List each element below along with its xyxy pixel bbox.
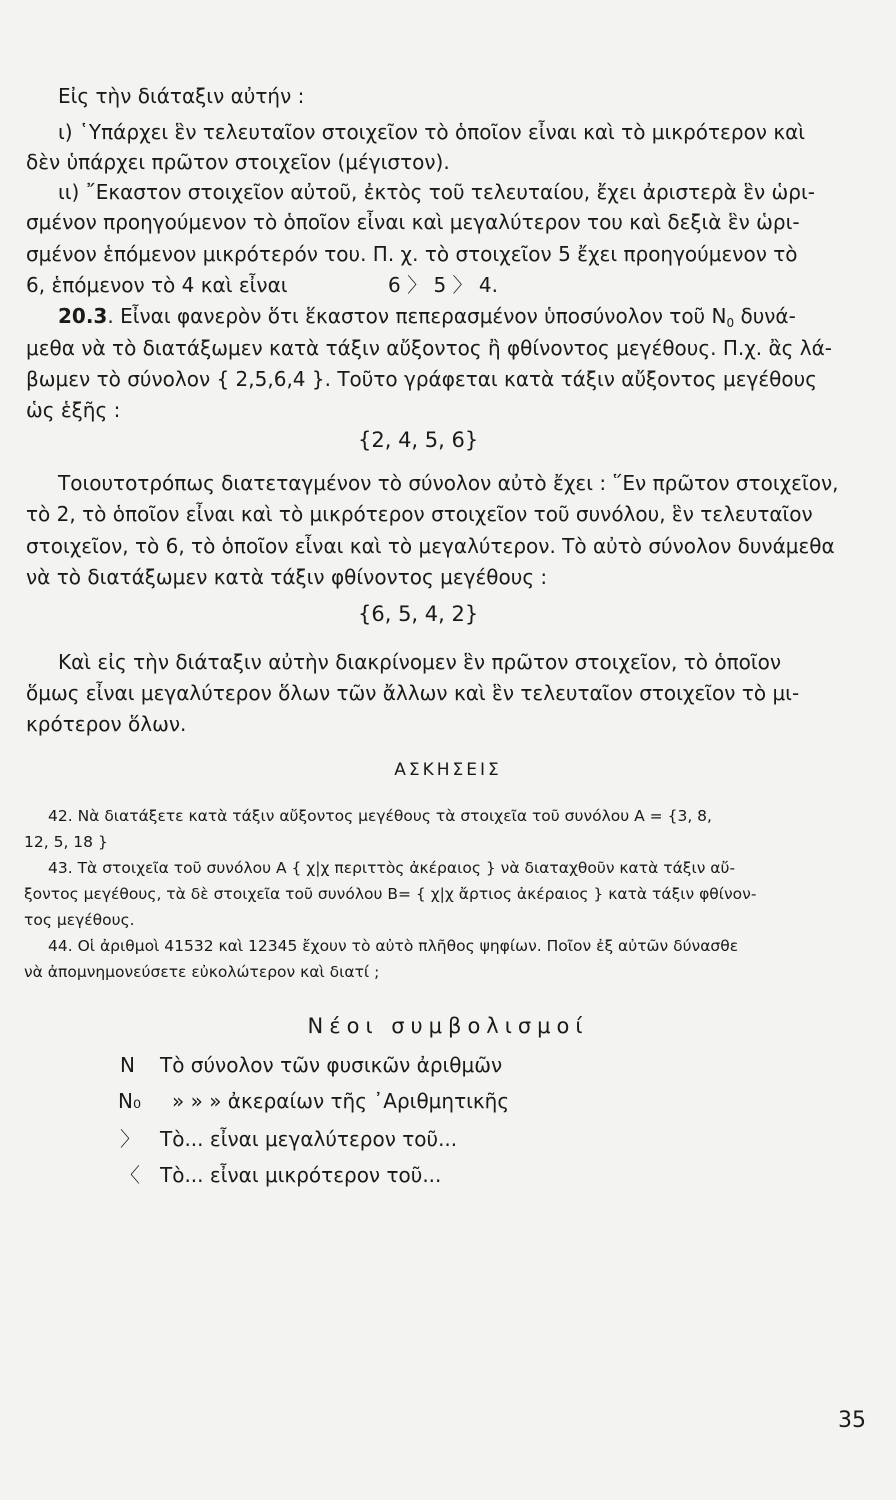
para3-line3: κρότερον ὅλων. <box>26 712 187 736</box>
section-20-3-line3: βωμεν τὸ σύνολον { 2,5,6,4 }. Τοῦτο γράφεται κατὰ τάξιν αὔξοντος μεγέθους <box>26 367 817 391</box>
exercises-heading: ΑΣΚΗΣΕΙΣ <box>394 760 502 780</box>
para2-line3: στοιχεῖον, τὸ 6, τὸ ὁποῖον εἶναι καὶ τὸ μεγαλύτερον. Τὸ αὐτὸ σύνολον δυνάμεθα <box>26 534 835 558</box>
para2-line1: Τοιουτοτρόπως διατεταγμένον τὸ σύνολον αὐτὸ ἔχει : ῞Εν πρῶτον στοιχεῖον, <box>58 471 839 495</box>
page-number: 35 <box>838 1408 866 1433</box>
symbol-n0: N₀ <box>118 1089 141 1113</box>
item2-line4: 6, ἑπόμενον τὸ 4 καὶ εἶναι <box>26 273 288 297</box>
item2-line2: σμένον προηγούμενον τὸ ὁποῖον εἶναι καὶ μεγαλύτερον του καὶ δεξιὰ ἓν ὡρι- <box>26 210 800 234</box>
section-20-3-line2: μεθα νὰ τὸ διατάξωμεν κατὰ τάξιν αὔξοντος ἢ φθίνοντος μεγέθους. Π.χ. ἂς λά- <box>26 336 832 360</box>
section-number: 20.3 <box>58 304 108 328</box>
para3-line2: ὅμως εἶναι μεγαλύτερον ὅλων τῶν ἄλλων καὶ ἓν τελευταῖον στοιχεῖον τὸ μι- <box>26 681 800 705</box>
para2-line4: νὰ τὸ διατάξωμεν κατὰ τάξιν φθίνοντος μεγέθους : <box>26 565 548 589</box>
symbol-n0-desc: » » » ἀκεραίων τῆς ᾿Αριθμητικῆς <box>172 1089 510 1113</box>
ascending-set: {2, 4, 5, 6} <box>358 428 479 452</box>
symbol-greater-desc: Τὸ... εἶναι μεγαλύτερον τοῦ... <box>160 1127 458 1151</box>
symbols-heading: Νέοι συμβολισμοί <box>307 1014 589 1038</box>
para3-line1: Καὶ εἰς τὴν διάταξιν αὐτὴν διακρίνομεν ἓν πρῶτον στοιχεῖον, τὸ ὁποῖον <box>58 650 782 674</box>
item2-line1: ιι) ῎Εκαστον στοιχεῖον αὐτοῦ, ἐκτὸς τοῦ τελευταίου, ἔχει ἀριστερὰ ἓν ὡρι- <box>58 180 815 204</box>
symbol-less-desc: Τὸ... εἶναι μικρότερον τοῦ... <box>160 1163 442 1187</box>
inequality-chain: 6 〉 5 〉 4. <box>388 273 498 297</box>
section-20-3-line1: 20.3. Εἶναι φανερὸν ὅτι ἕκαστον πεπερασμένον ὑποσύνολον τοῦ $N_0$ δυνά- <box>58 304 796 330</box>
intro-line: Εἰς τὴν διάταξιν αὐτήν : <box>58 84 305 108</box>
exercise-43-line1: 43. Τὰ στοιχεῖα τοῦ συνόλου A { χ|χ περιττὸς ἀκέραιος } νὰ διαταχθοῦν κατὰ τάξιν αὔ- <box>48 859 736 877</box>
exercise-44-line1: 44. Οἱ ἀριθμοὶ 41532 καὶ 12345 ἔχουν τὸ αὐτὸ πλῆθος ψηφίων. Ποῖον ἐξ αὐτῶν δύνασθε <box>48 937 739 955</box>
section-20-3-line4: ὡς ἑξῆς : <box>26 398 121 422</box>
exercise-42-line2: 12, 5, 18 } <box>24 833 108 851</box>
symbol-n: N <box>120 1053 135 1077</box>
exercise-44-line2: νὰ ἀπομνημονεύσετε εὐκολώτερον καὶ διατί ; <box>24 963 380 981</box>
item2-line3: σμένον ἑπόμενον μικρότερόν του. Π. χ. τὸ στοιχεῖον 5 ἔχει προηγούμενον τὸ <box>26 242 798 266</box>
symbol-n-desc: Τὸ σύνολον τῶν φυσικῶν ἀριθμῶν <box>160 1053 503 1077</box>
item1-line2: δὲν ὑπάρχει πρῶτον στοιχεῖον (μέγιστον). <box>26 150 450 174</box>
exercise-43-line2: ξοντος μεγέθους, τὰ δὲ στοιχεῖα τοῦ συνόλου B= { χ|χ ἄρτιος ἀκέραιος } κατὰ τάξιν φθίνον- <box>24 885 757 903</box>
symbol-greater: 〉 <box>120 1127 140 1151</box>
descending-set: {6, 5, 4, 2} <box>358 602 479 626</box>
para2-line2: τὸ 2, τὸ ὁποῖον εἶναι καὶ τὸ μικρότερον στοιχεῖον τοῦ συνόλου, ἓν τελευταῖον <box>26 502 813 526</box>
exercise-43-line3: τος μεγέθους. <box>24 911 135 929</box>
symbol-less: 〈 <box>120 1163 140 1187</box>
item1-line1: ι) ῾Υπάρχει ἓν τελευταῖον στοιχεῖον τὸ ὁποῖον εἶναι καὶ τὸ μικρότερον καὶ <box>58 120 806 144</box>
exercise-42-line1: 42. Νὰ διατάξετε κατὰ τάξιν αὔξοντος μεγέθους τὰ στοιχεῖα τοῦ συνόλου A = {3, 8, <box>48 807 712 825</box>
